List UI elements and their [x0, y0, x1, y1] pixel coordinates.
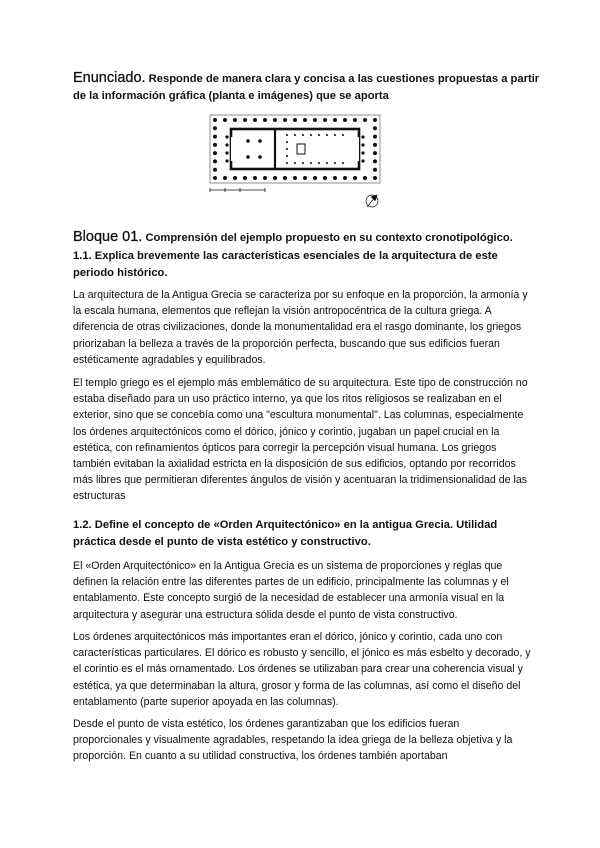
paragraph: Desde el punto de vista estético, los órdenes garantizaban que los edificios fueran proporcionales y visualmente agradables, respetando la idea griega de la belleza objetiva y la proporción. En cuanto a su utilidad constructiva, los órdenes también aportaban	[73, 718, 513, 763]
temple-floor-plan-icon	[205, 111, 385, 211]
question-1-answer	[73, 287, 531, 368]
question-2-answer	[73, 716, 531, 765]
paragraph: El templo griego es el ejemplo más emblemático de su arquitectura. Este tipo de construcción no estaba diseñado para un uso práctico interno, ya que los ritos religiosos se realizaban en el exterior, sino que se concebía como una "escultura monumental". Las columnas, especialmente los órdenes arquitectónicos como el dórico, jónico y corintio, jugaban un papel crucial en la estética, con refinamientos ópticos para corregir la percepción visual humana. Los griegos también evitaban la axialidad estricta en la disposición de sus edificios, optando por recorridos más libres que permitieran diferentes ángulos de visión y acentuaran la tridimensionalidad de las estructuras	[73, 377, 528, 503]
statement-text: Responde de manera clara y concisa a las cuestiones propuestas a partir de la información gráfica (planta e imágenes) que se aporta	[73, 73, 540, 102]
question-2-heading: 1.2. Define el concepto de «Orden Arquitectónico» en la antigua Grecia. Utilidad práctica desde el punto de vista estético y constructivo.	[73, 519, 498, 548]
paragraph: Los órdenes arquitectónicos más importantes eran el dórico, jónico y corintio, cada uno con características particulares. El dórico es robusto y sencillo, el jónico es más esbelto y decorado, y el corintio es el más ornamentado. Los órdenes se utilizaban para crear una coherencia visual y estética, ya que determinaban la altura, grosor y forma de las columnas, así como el diseño del entablamento (parte superior apoyada en las columnas).	[73, 631, 531, 708]
block-title: Comprensión del ejemplo propuesto en su contexto cronotipológico.	[145, 232, 513, 244]
paragraph: El «Orden Arquitectónico» en la Antigua Grecia es un sistema de proporciones y reglas que definen la relación entre las diferentes partes de un edificio, principalmente las columnas y el entablamento. Este concepto surgió de la necesidad de establecer una armonía visual en la arquitectura y asegurar una estructura sólida desde el punto de vista constructivo.	[73, 560, 509, 621]
question-1-heading: 1.1. Explica brevemente las características esenciales de la arquitectura de este periodo histórico.	[73, 250, 498, 279]
question-2-answer	[73, 558, 531, 623]
statement	[73, 70, 543, 105]
paragraph: La arquitectura de la Antigua Grecia se caracteriza por su enfoque en la proporción, la armonía y la escala humana, elementos que reflejan la visión antropocéntrica de la cultura griega. A diferencia de otras civilizaciones, donde la monumentalidad era el rasgo dominante, los griegos priorizaban la belleza a través de la proporción perfecta, buscando que sus edificios fueran estéticamente agradables y equilibrados.	[73, 289, 528, 366]
statement-label: Enunciado.	[73, 70, 146, 86]
north-arrow-icon	[366, 195, 378, 207]
question-2-answer	[73, 629, 531, 710]
question-1-answer	[73, 375, 531, 505]
block-label: Bloque 01.	[73, 229, 143, 245]
block-heading	[73, 229, 543, 247]
